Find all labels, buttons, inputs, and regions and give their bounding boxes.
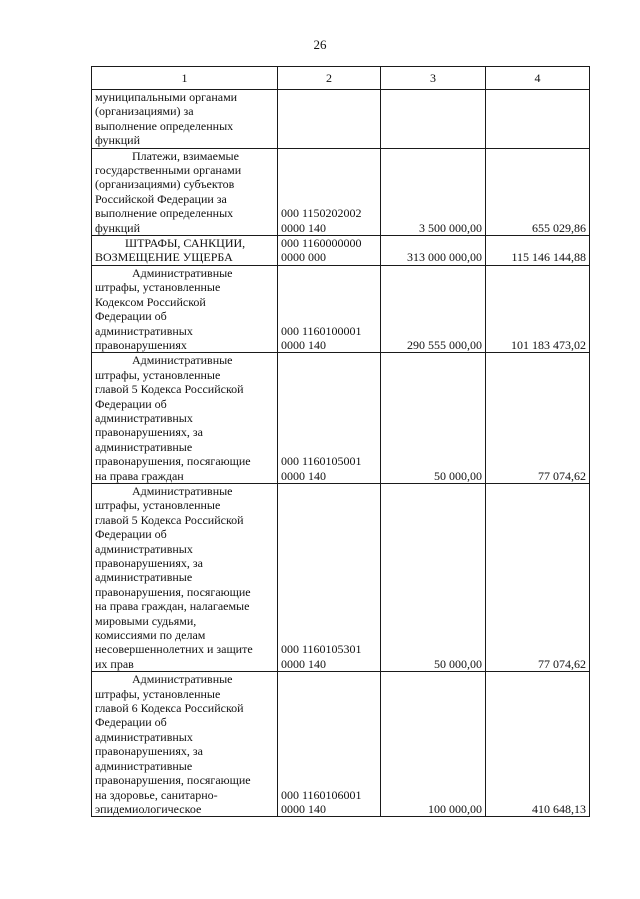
table-row: [92, 672, 590, 817]
table-row: [92, 148, 590, 235]
name-line: выполнение определенных: [95, 206, 234, 221]
name-line: комиссиями по делам: [95, 628, 206, 643]
name-line: Федерации об: [95, 527, 167, 542]
name-line: правонарушениях, за: [95, 425, 203, 440]
name-line: административных: [95, 410, 193, 425]
name-line: главой 5 Кодекса Российской: [95, 512, 244, 527]
name-line: правонарушениях: [95, 337, 187, 352]
row-code-cell: [278, 265, 381, 352]
name-line: (организациями) за: [95, 104, 194, 119]
name-line: главой 5 Кодекса Российской: [95, 382, 244, 397]
name-line: Административные: [132, 672, 233, 687]
name-line: ВОЗМЕЩЕНИЕ УЩЕРБА: [95, 250, 233, 265]
code-line: 0000 000: [281, 250, 326, 265]
name-line: правонарушениях, за: [95, 744, 203, 759]
row-plan-cell: [381, 90, 486, 149]
code-line: 0000 140: [281, 220, 326, 235]
row-code-cell: [278, 483, 381, 671]
row-actual-cell: 410 648,13: [486, 672, 590, 817]
row-plan-cell: 50 000,00: [381, 483, 486, 671]
name-line: Административные: [132, 483, 233, 498]
code-line: 000 1160106001: [281, 787, 362, 802]
code-line: 000 1160100001: [281, 323, 362, 338]
name-line: государственными органами: [95, 163, 242, 178]
row-code-cell: [278, 672, 381, 817]
name-line: муниципальными органами: [95, 90, 238, 104]
name-line: Федерации об: [95, 715, 167, 730]
code-line: 0000 140: [281, 801, 326, 816]
name-line: административных: [95, 729, 193, 744]
column-header-3: 3: [381, 67, 486, 90]
code-line: 0000 140: [281, 468, 326, 483]
name-line: на права граждан, налагаемые: [95, 599, 250, 614]
row-actual-cell: 655 029,86: [486, 148, 590, 235]
row-name-cell: [92, 672, 278, 817]
name-line: административные: [95, 439, 193, 454]
code-line: 000 1150202002: [281, 206, 362, 221]
code-line: 000 1160000000: [281, 236, 362, 251]
table-row: [92, 265, 590, 352]
table-row: [92, 483, 590, 671]
table-row: [92, 90, 590, 149]
name-line: штрафы, установленные: [95, 498, 221, 513]
name-line: выполнение определенных: [95, 118, 234, 133]
row-name-cell: [92, 236, 278, 266]
code-line: 000 1160105001: [281, 454, 362, 469]
code-line: 0000 140: [281, 656, 326, 671]
row-plan-cell: 3 500 000,00: [381, 148, 486, 235]
name-line: их прав: [95, 656, 134, 671]
row-actual-cell: 77 074,62: [486, 353, 590, 484]
code-line: 000 1160105301: [281, 642, 362, 657]
name-line: несовершеннолетних и защите: [95, 642, 253, 657]
name-line: на здоровье, санитарно-: [95, 787, 218, 802]
table-row: [92, 236, 590, 266]
name-line: правонарушения, посягающие: [95, 584, 251, 599]
name-line: Российской Федерации за: [95, 191, 227, 206]
name-line: Кодексом Российской: [95, 294, 206, 309]
name-line: штрафы, установленные: [95, 686, 221, 701]
row-plan-cell: 290 555 000,00: [381, 265, 486, 352]
row-name-cell: [92, 90, 278, 149]
name-line: штрафы, установленные: [95, 367, 221, 382]
name-line: мировыми судьями,: [95, 613, 197, 628]
name-line: административных: [95, 323, 193, 338]
table-header-row: [92, 67, 590, 90]
column-header-4: 4: [486, 67, 590, 90]
name-line: ШТРАФЫ, САНКЦИИ,: [125, 236, 246, 251]
code-line: 0000 140: [281, 337, 326, 352]
row-name-cell: [92, 483, 278, 671]
name-line: (организациями) субъектов: [95, 177, 235, 192]
name-line: на права граждан: [95, 468, 184, 483]
name-line: функций: [95, 220, 140, 235]
row-code-cell: [278, 148, 381, 235]
name-line: эпидемиологическое: [95, 801, 202, 816]
name-line: административные: [95, 758, 193, 773]
name-line: функций: [95, 133, 140, 148]
name-line: административные: [95, 570, 193, 585]
row-code-cell: [278, 90, 381, 149]
row-name-cell: [92, 353, 278, 484]
name-line: правонарушения, посягающие: [95, 454, 251, 469]
name-line: Федерации об: [95, 309, 167, 324]
table-row: [92, 353, 590, 484]
row-plan-cell: 100 000,00: [381, 672, 486, 817]
name-line: Административные: [132, 353, 233, 368]
row-plan-cell: 313 000 000,00: [381, 236, 486, 266]
column-header-2: 2: [278, 67, 381, 90]
name-line: штрафы, установленные: [95, 280, 221, 295]
revenue-table: [91, 66, 590, 817]
name-line: правонарушениях, за: [95, 556, 203, 570]
row-actual-cell: 115 146 144,88: [486, 236, 590, 266]
row-name-cell: [92, 265, 278, 352]
row-name-cell: [92, 148, 278, 235]
row-actual-cell: 101 183 473,02: [486, 265, 590, 352]
name-line: Федерации об: [95, 396, 167, 411]
row-actual-cell: [486, 90, 590, 149]
name-line: Платежи, взимаемые: [132, 148, 239, 163]
name-line: главой 6 Кодекса Российской: [95, 701, 244, 716]
page-number: 26: [313, 37, 327, 52]
row-plan-cell: 50 000,00: [381, 353, 486, 484]
name-line: правонарушения, посягающие: [95, 773, 251, 788]
name-line: Административные: [132, 265, 233, 280]
name-line: административных: [95, 541, 193, 556]
column-header-1: 1: [92, 67, 278, 90]
row-actual-cell: 77 074,62: [486, 483, 590, 671]
row-code-cell: [278, 353, 381, 484]
row-code-cell: [278, 236, 381, 266]
